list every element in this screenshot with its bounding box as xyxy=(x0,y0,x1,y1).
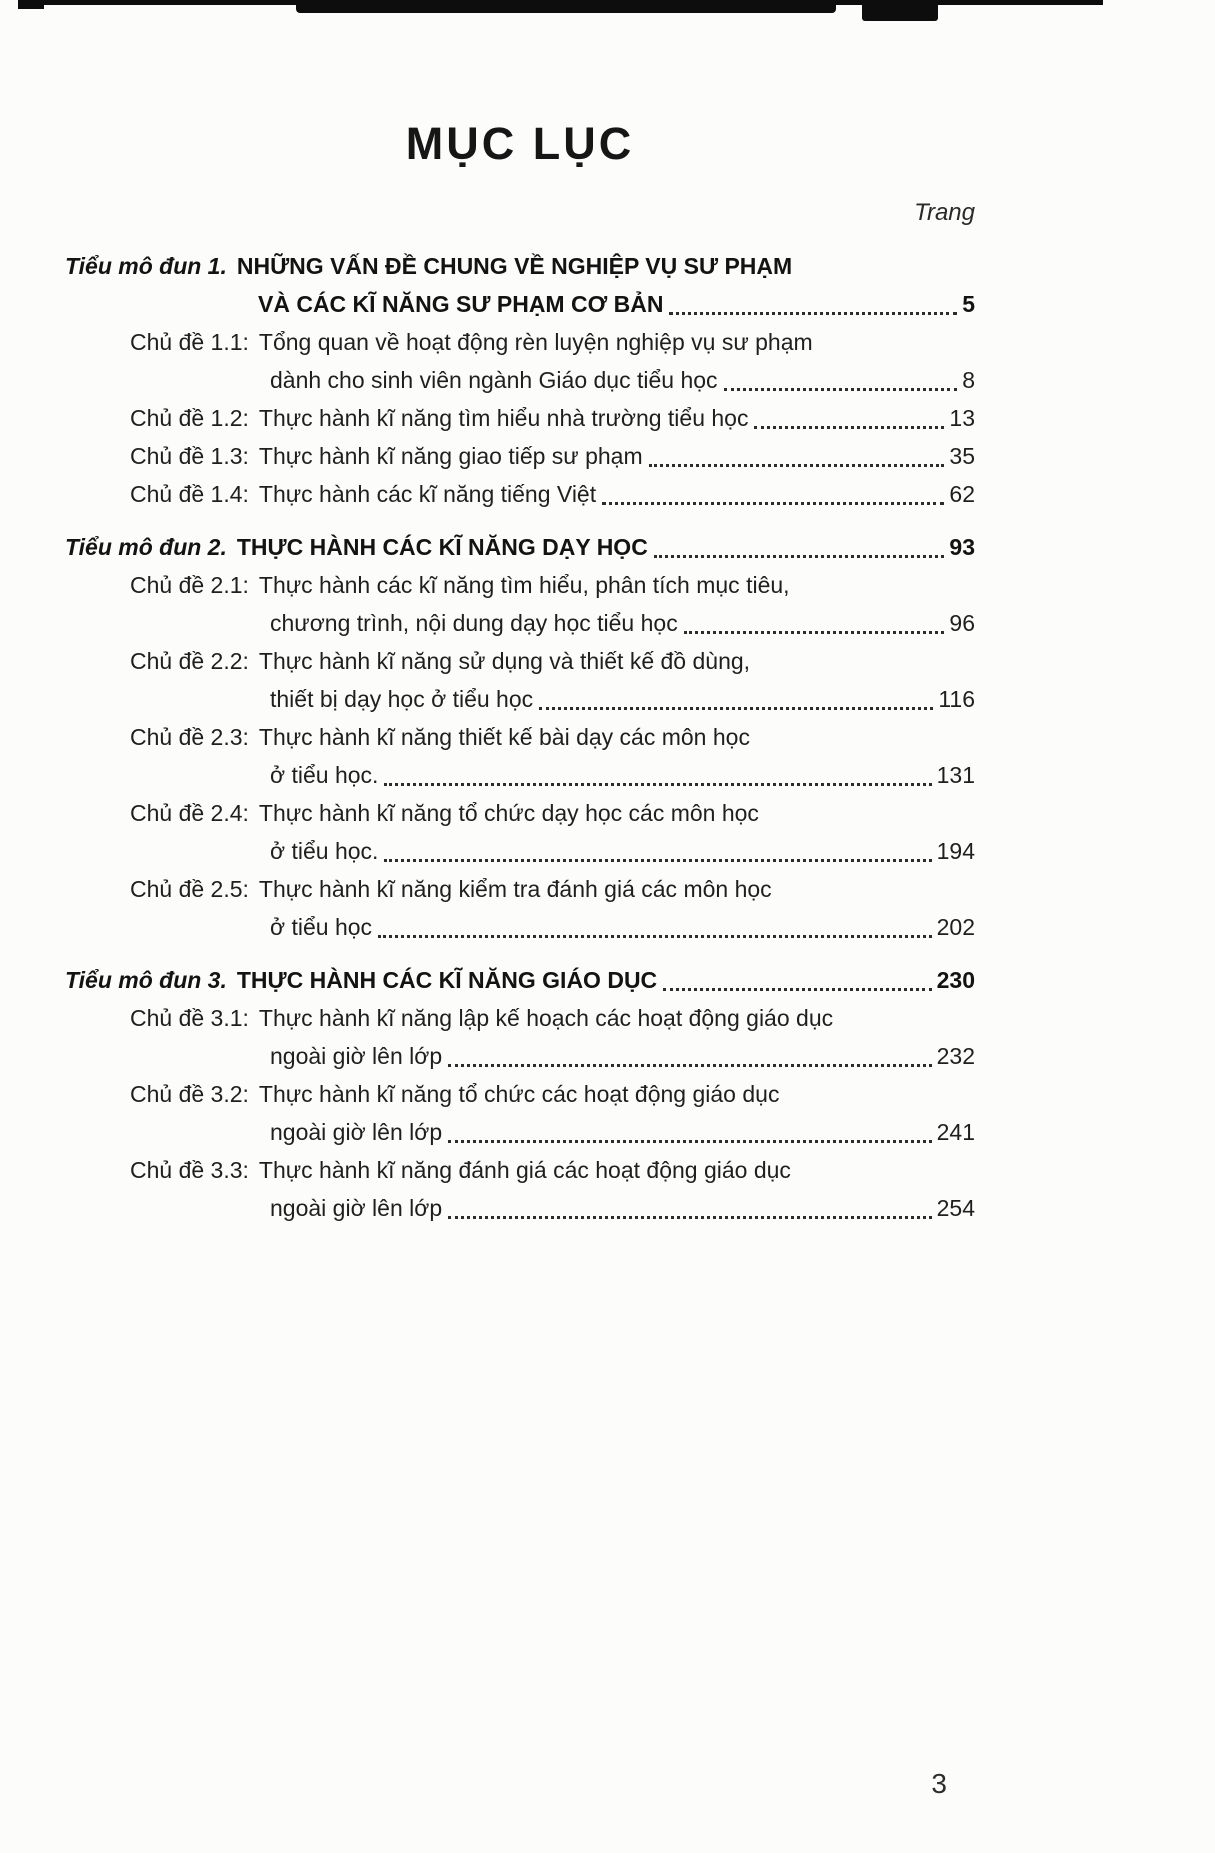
item-text: Thực hành kĩ năng đánh giá các hoạt động giáo dục xyxy=(258,1157,791,1183)
item-text: ở tiểu học. xyxy=(270,762,379,788)
dot-leader xyxy=(448,1064,932,1067)
dot-leader xyxy=(539,707,933,710)
item-text: Tổng quan về hoạt động rèn luyện nghiệp vụ sư phạm xyxy=(258,329,813,355)
item-text: ngoài giờ lên lớp xyxy=(270,1119,443,1145)
module-page-number: 93 xyxy=(949,534,975,560)
module-heading-line xyxy=(65,528,975,566)
item-page-number: 131 xyxy=(936,762,975,788)
module-label: Tiểu mô đun 2. xyxy=(65,534,227,560)
item-page-number: 62 xyxy=(949,481,975,507)
item-label: Chủ đề 2.4: xyxy=(130,800,249,826)
dot-leader xyxy=(654,555,945,558)
item-page-number: 202 xyxy=(936,914,975,940)
item-text: Thực hành kĩ năng lập kế hoạch các hoạt động giáo dục xyxy=(258,1005,834,1031)
toc-item xyxy=(65,1075,975,1113)
item-text: chương trình, nội dung dạy học tiểu học xyxy=(270,610,678,636)
page-number: 3 xyxy=(931,1768,947,1799)
module-heading-line xyxy=(65,961,975,999)
item-text: Thực hành kĩ năng tổ chức dạy học các môn học xyxy=(258,800,759,826)
item-text: ở tiểu học. xyxy=(270,838,379,864)
item-label: Chủ đề 1.1: xyxy=(130,329,249,355)
toc-item xyxy=(65,323,975,361)
item-text: Thực hành các kĩ năng tiếng Việt xyxy=(258,481,597,507)
toc-item-continuation xyxy=(65,756,975,794)
item-text: Thực hành kĩ năng tổ chức các hoạt động giáo dục xyxy=(258,1081,780,1107)
toc-item-continuation xyxy=(65,680,975,718)
dot-leader xyxy=(684,631,945,634)
toc-item xyxy=(65,870,975,908)
item-page-number: 8 xyxy=(962,367,975,393)
item-text: Thực hành kĩ năng giao tiếp sư phạm xyxy=(258,443,643,469)
item-page-number: 232 xyxy=(936,1043,975,1069)
item-text: Thực hành kĩ năng kiểm tra đánh giá các môn học xyxy=(258,876,772,902)
dot-leader xyxy=(384,859,931,862)
dot-leader xyxy=(602,502,944,505)
toc-item xyxy=(65,566,975,604)
toc-item-continuation xyxy=(65,604,975,642)
page-column-label: Trang xyxy=(914,199,975,226)
item-label: Chủ đề 1.2: xyxy=(130,405,249,431)
module-page-number: 5 xyxy=(962,291,975,317)
toc-item-continuation xyxy=(65,1037,975,1075)
dot-leader xyxy=(754,426,944,429)
toc-module-2 xyxy=(65,528,975,946)
module-page-number: 230 xyxy=(936,967,975,993)
item-label: Chủ đề 3.1: xyxy=(130,1005,249,1031)
module-heading-line xyxy=(65,285,975,323)
toc-item-continuation xyxy=(65,908,975,946)
dot-leader xyxy=(448,1140,932,1143)
item-text: ngoài giờ lên lớp xyxy=(270,1195,443,1221)
item-text: ngoài giờ lên lớp xyxy=(270,1043,443,1069)
item-label: Chủ đề 2.5: xyxy=(130,876,249,902)
toc-item xyxy=(65,475,975,513)
item-page-number: 241 xyxy=(936,1119,975,1145)
item-label: Chủ đề 1.4: xyxy=(130,481,249,507)
item-label: Chủ đề 2.1: xyxy=(130,572,249,598)
toc-item xyxy=(65,1151,975,1189)
toc-item-continuation xyxy=(65,1189,975,1227)
module-title: THỰC HÀNH CÁC KĨ NĂNG DẠY HỌC xyxy=(236,534,648,560)
dot-leader xyxy=(378,935,932,938)
module-heading-line xyxy=(65,247,975,285)
toc-item xyxy=(65,437,975,475)
toc-item-continuation xyxy=(65,361,975,399)
item-text: ở tiểu học xyxy=(270,914,373,940)
toc-item xyxy=(65,999,975,1037)
item-page-number: 35 xyxy=(949,443,975,469)
toc-item xyxy=(65,718,975,756)
item-label: Chủ đề 3.2: xyxy=(130,1081,249,1107)
toc-item xyxy=(65,399,975,437)
item-text: Thực hành kĩ năng tìm hiểu nhà trường tiểu học xyxy=(258,405,749,431)
toc-item-continuation xyxy=(65,832,975,870)
item-page-number: 13 xyxy=(949,405,975,431)
table-of-contents xyxy=(65,247,975,1227)
item-page-number: 96 xyxy=(949,610,975,636)
dot-leader xyxy=(663,988,931,991)
module-label: Tiểu mô đun 3. xyxy=(65,967,227,993)
dot-leader xyxy=(384,783,931,786)
item-page-number: 194 xyxy=(936,838,975,864)
item-text: Thực hành các kĩ năng tìm hiểu, phân tích mục tiêu, xyxy=(258,572,790,598)
item-text: Thực hành kĩ năng sử dụng và thiết kế đồ dùng, xyxy=(258,648,751,674)
item-label: Chủ đề 2.2: xyxy=(130,648,249,674)
module-title: THỰC HÀNH CÁC KĨ NĂNG GIÁO DỤC xyxy=(236,967,658,993)
item-text: thiết bị dạy học ở tiểu học xyxy=(270,686,534,712)
item-label: Chủ đề 1.3: xyxy=(130,443,249,469)
toc-item xyxy=(65,642,975,680)
dot-leader xyxy=(649,464,945,467)
item-text: Thực hành kĩ năng thiết kế bài dạy các môn học xyxy=(258,724,750,750)
item-page-number: 116 xyxy=(938,686,975,712)
dot-leader xyxy=(448,1216,932,1219)
item-text: dành cho sinh viên ngành Giáo dục tiểu học xyxy=(270,367,718,393)
toc-module-3 xyxy=(65,961,975,1227)
item-label: Chủ đề 3.3: xyxy=(130,1157,249,1183)
toc-item xyxy=(65,794,975,832)
page-title: MỤC LỤC xyxy=(405,118,635,169)
item-label: Chủ đề 2.3: xyxy=(130,724,249,750)
module-title-continuation: VÀ CÁC KĨ NĂNG SƯ PHẠM CƠ BẢN xyxy=(258,291,664,317)
toc-item-continuation xyxy=(65,1113,975,1151)
page-content xyxy=(65,0,975,1227)
item-page-number: 254 xyxy=(936,1195,975,1221)
dot-leader xyxy=(724,388,958,391)
module-title: NHỮNG VẤN ĐỀ CHUNG VỀ NGHIỆP VỤ SƯ PHẠM xyxy=(236,253,793,279)
module-label: Tiểu mô đun 1. xyxy=(65,253,227,279)
toc-module-1 xyxy=(65,247,975,513)
dot-leader xyxy=(669,312,957,315)
